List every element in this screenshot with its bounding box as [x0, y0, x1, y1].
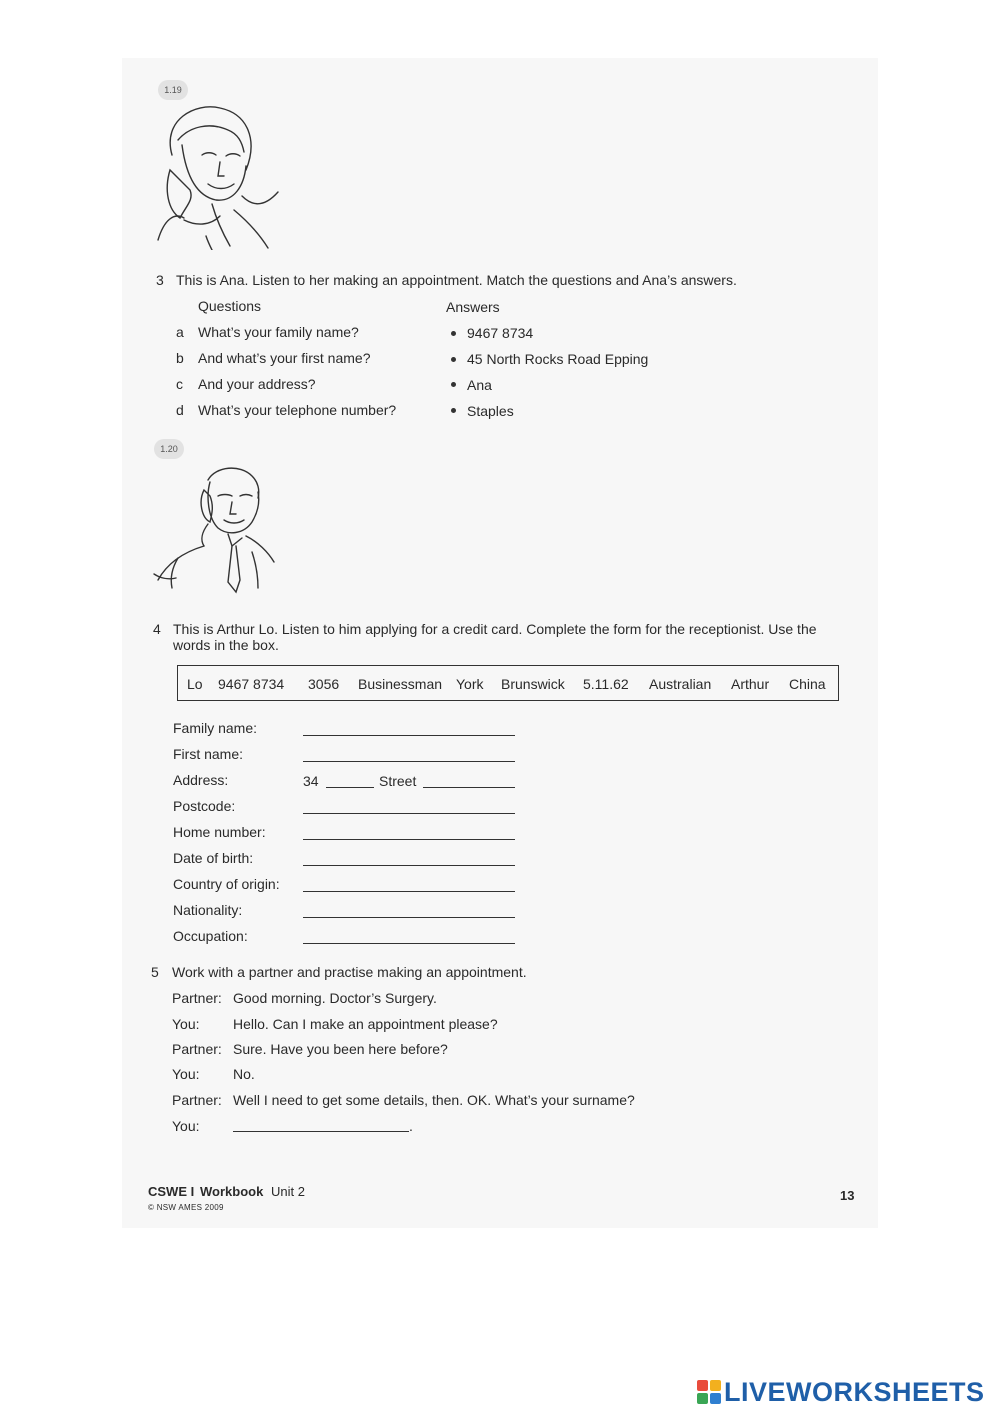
exercise-5-instruction: Work with a partner and practise making an appointment.	[172, 964, 527, 980]
woman-on-phone-illustration	[150, 100, 285, 250]
word-chip[interactable]: 5.11.62	[583, 676, 629, 692]
question-letter: b	[176, 350, 184, 366]
word-chip[interactable]: China	[789, 676, 826, 692]
word-chip[interactable]: Arthur	[731, 676, 770, 692]
word-chip[interactable]: York	[456, 676, 484, 692]
dialogue-speaker: Partner:	[172, 990, 222, 1006]
address-house-number: 34	[303, 773, 319, 789]
bullet-icon	[451, 382, 456, 387]
bullet-icon	[451, 408, 456, 413]
date-of-birth-blank[interactable]	[303, 865, 515, 866]
address-street-word: Street	[379, 773, 417, 789]
dialogue-speaker: You:	[172, 1016, 200, 1032]
exercise-4-number: 4	[153, 621, 161, 637]
question-text: And your address?	[198, 376, 316, 392]
exercise-4-instruction-line-2: words in the box.	[173, 637, 279, 653]
dialogue-line: No.	[233, 1066, 255, 1082]
questions-header: Questions	[198, 298, 262, 314]
dialogue-line: Well I need to get some details, then. OK. What’s your surname?	[233, 1092, 635, 1108]
word-chip[interactable]: Lo	[187, 676, 203, 692]
liveworksheets-logo	[697, 1376, 985, 1408]
answer-option[interactable]: 9467 8734	[467, 325, 534, 341]
word-box	[177, 665, 839, 701]
dialogue-speaker: You:	[172, 1066, 200, 1082]
answer-option[interactable]: 45 North Rocks Road Epping	[467, 351, 649, 367]
form-label-first-name: First name:	[173, 746, 244, 762]
question-text: And what’s your first name?	[198, 350, 371, 366]
country-of-origin-blank[interactable]	[303, 891, 515, 892]
surname-answer-blank[interactable]	[233, 1131, 409, 1132]
dialogue-line: .	[409, 1118, 413, 1134]
home-number-blank[interactable]	[303, 839, 515, 840]
first-name-blank[interactable]	[303, 761, 515, 762]
bullet-icon	[451, 357, 456, 362]
audio-track-badge: 1.19	[158, 80, 188, 100]
word-chip[interactable]: Brunswick	[501, 676, 565, 692]
dialogue-line: Sure. Have you been here before?	[233, 1041, 448, 1057]
footer-copyright: © NSW AMES 2009	[148, 1203, 224, 1212]
question-letter: c	[176, 376, 183, 392]
man-on-phone-illustration	[148, 462, 283, 597]
footer-book-title: CSWE I	[148, 1184, 195, 1199]
form-label-home-number: Home number:	[173, 824, 266, 840]
form-label-nationality: Nationality:	[173, 902, 243, 918]
question-text: What’s your telephone number?	[198, 402, 397, 418]
address-street-name-blank[interactable]	[326, 787, 374, 788]
word-chip[interactable]: 9467 8734	[218, 676, 285, 692]
word-chip[interactable]: Businessman	[358, 676, 443, 692]
answers-header: Answers	[446, 299, 500, 315]
exercise-5-number: 5	[151, 964, 159, 980]
form-label-address: Address:	[173, 772, 229, 788]
footer-unit: Unit 2	[271, 1184, 305, 1199]
exercise-3-instruction: This is Ana. Listen to her making an appointment. Match the questions and Ana’s answers.	[176, 272, 737, 288]
exercise-4-instruction-line-1: This is Arthur Lo. Listen to him applying for a credit card. Complete the form for the receptionist. Use the	[173, 621, 817, 637]
question-letter: d	[176, 402, 184, 418]
question-text: What’s your family name?	[198, 324, 359, 340]
postcode-blank[interactable]	[303, 813, 515, 814]
audio-track-badge: 1.20	[154, 439, 184, 459]
dialogue-speaker: Partner:	[172, 1041, 222, 1057]
answer-option[interactable]: Staples	[467, 403, 514, 419]
form-label-family-name: Family name:	[173, 720, 258, 736]
dialogue-line: Hello. Can I make an appointment please?	[233, 1016, 498, 1032]
word-chip[interactable]: 3056	[308, 676, 340, 692]
dialogue-speaker: You:	[172, 1118, 200, 1134]
liveworksheets-brand: LIVEWORKSHEETS	[724, 1376, 985, 1407]
exercise-3-number: 3	[156, 272, 164, 288]
form-label-occupation: Occupation:	[173, 928, 248, 944]
bullet-icon	[451, 331, 456, 336]
nationality-blank[interactable]	[303, 917, 515, 918]
dialogue-speaker: Partner:	[172, 1092, 222, 1108]
dialogue-line: Good morning. Doctor’s Surgery.	[233, 990, 437, 1006]
footer-workbook-label: Workbook	[200, 1184, 264, 1199]
family-name-blank[interactable]	[303, 735, 515, 736]
page-number: 13	[840, 1188, 855, 1203]
address-suburb-blank[interactable]	[423, 787, 515, 788]
form-label-country-of-origin: Country of origin:	[173, 876, 280, 892]
answer-option[interactable]: Ana	[467, 377, 492, 393]
form-label-date-of-birth: Date of birth:	[173, 850, 254, 866]
word-chip[interactable]: Australian	[649, 676, 712, 692]
liveworksheets-grid-icon	[697, 1380, 721, 1404]
question-letter: a	[176, 324, 184, 340]
occupation-blank[interactable]	[303, 943, 515, 944]
form-label-postcode: Postcode:	[173, 798, 236, 814]
